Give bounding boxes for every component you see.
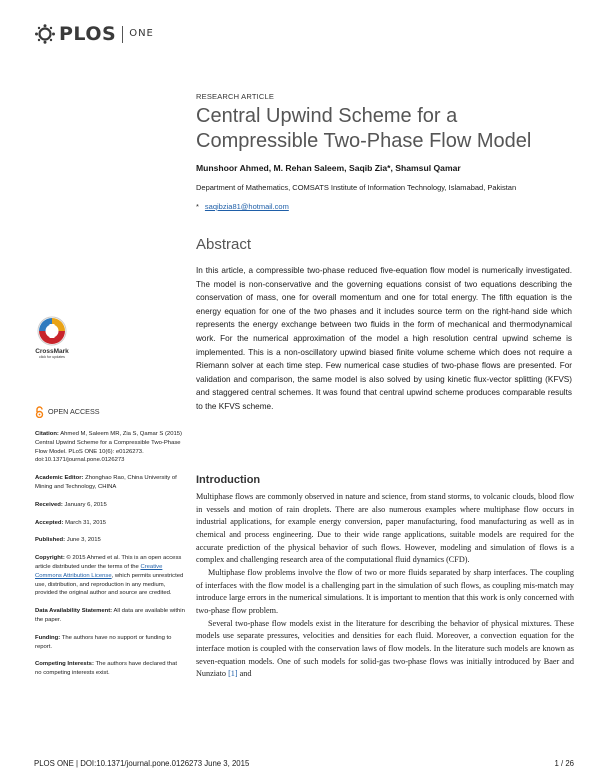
article-title: Central Upwind Scheme for a Compressible Two-Phase Flow Model (196, 105, 532, 152)
intro-paragraph-2: Multiphase flow problems involve the flow of two or more fluids separated by sharp interfaces. The coupling of interfaces with the flow model is a challenging part in the simulation of such flows, as coupling mis-match may introduce large errors in the numerical simulations. It is important to mention that this work is only concerned with two-phase flow problem. (196, 567, 574, 615)
competing-interests-block (35, 660, 185, 678)
open-lock-icon (35, 406, 44, 418)
logo-plos-text: PLOS (59, 23, 117, 45)
article-type: RESEARCH ARTICLE (196, 92, 275, 101)
email-link[interactable]: saqibzia81@hotmail.com (204, 202, 289, 211)
email-asterisk: * (196, 202, 199, 211)
intro-paragraph-3 (196, 618, 574, 681)
funding-label: Funding: (35, 634, 61, 641)
open-access-label: OPEN ACCESS (48, 406, 100, 416)
copyright-text-pre: © 2015 Ahmed et al. This is an open access article distributed under the terms of the (35, 555, 182, 570)
abstract-heading: Abstract (196, 236, 252, 253)
accepted-label: Accepted: (35, 519, 64, 526)
copyright-text-post: , which permits unrestricted use, distribution, and reproduction in any medium, provided the original author and source are credited. (35, 572, 184, 597)
published-date: June 3, 2015 (65, 537, 101, 544)
plos-one-logo[interactable] (34, 24, 154, 44)
citation-block (35, 430, 185, 465)
corresponding-email-row (196, 202, 289, 211)
accepted-date: March 31, 2015 (63, 519, 107, 526)
copyright-block (35, 554, 185, 598)
competing-interests-text: The authors have declared that no competing interests exist. (35, 661, 177, 677)
logo-separator (122, 26, 123, 43)
page-number: 1 / 26 (554, 759, 574, 768)
funding-text: The authors have no support or funding to report. (35, 634, 172, 650)
accepted-block (35, 519, 185, 528)
logo-one-text: ONE (129, 28, 154, 39)
crossmark-badge[interactable] (35, 316, 69, 359)
reference-link-1[interactable]: [1] (228, 669, 238, 679)
introduction-body (196, 491, 574, 681)
crossmark-subtext: click for updates (39, 355, 65, 359)
plos-dots-icon (34, 24, 56, 44)
academic-editor-block (35, 474, 185, 492)
abstract-text: In this article, a compressible two-phase reduced five-equation flow model is numerically investigated. The model is non-conservative and the governing equations consist of two equations describing the conservation of mass, one for overall momentum and one for total energy. The fifth equation is the energy equation for one of the two phases and it includes source term on the right-hand side which represents the energy exchange between two fluids in the form of mechanical and thermodynamical work. For the numerical approximation of the model a high resolution central upwind scheme is implemented. This is a non-oscillatory upwind biased finite volume scheme which does not require a Riemann solver at each time step. Few numerical case studies of two-phase flows are presented. For validation and comparison, the same model is also solved by using kinetic flux-vector splitting (KFVS) and staggered central schemes. It was found that central upwind scheme produces comparable results to the KFVS scheme. (196, 266, 572, 411)
data-availability-label: Data Availability Statement: (35, 608, 113, 615)
open-access-badge (35, 406, 185, 418)
received-block (35, 501, 185, 510)
article-info-sidebar (35, 406, 185, 687)
crossmark-icon (37, 316, 67, 346)
page-footer (34, 759, 574, 768)
intro-paragraph-3-tail: and (237, 669, 252, 679)
intro-paragraph-1: Multiphase flows are commonly observed in nature and science, from stand storms, to volcanic clouds, blood flow in vessels and motion of rain droplets. There are also numerous examples where multiphase flow occurs in industrial applications, for example energy conversion, paper manufacturing, food manufacturing as well as in chemical and process engineering. Due to their wide range applications, suitable models are required for the accurate prediction of the physical behavior of such flows. However, modeling and simulation of flows is a complex and challenging research area of the computational fluid dynamics (CFD). (196, 492, 574, 565)
data-availability-block (35, 607, 185, 625)
received-label: Received: (35, 501, 63, 508)
published-block (35, 536, 185, 545)
affiliation: Department of Mathematics, COMSATS Institute of Information Technology, Islamabad, Pakistan (196, 183, 517, 192)
data-availability-text: All data are available within the paper. (35, 608, 185, 623)
academic-editor-label: Academic Editor: (35, 475, 84, 482)
cc-license-link[interactable]: Creative Commons Attribution License (35, 563, 163, 579)
intro-paragraph-3-text: Several two-phase flow models exist in the literature for describing the behavior of physical mixtures. These models use separate pressures, velocities and densities for each fluid. Moreover, a convection equation for the interface motion is coupled with the conservation laws of flow models. In the literature such models are known as seven-equation models. One of such models for solid-gas two-phase flows was initially introduced by Baer and Nunziato (196, 618, 574, 679)
funding-block (35, 634, 185, 652)
citation-label: Citation: (35, 431, 59, 437)
footer-citation: PLOS ONE | DOI:10.1371/journal.pone.0126273 June 3, 2015 (34, 759, 250, 768)
published-label: Published: (35, 537, 66, 544)
crossmark-label: CrossMark (35, 348, 69, 355)
competing-interests-label: Competing Interests: (35, 661, 94, 668)
author-list: Munshoor Ahmed, M. Rehan Saleem, Saqib Zia*, Shamsul Qamar (196, 163, 461, 173)
citation-text: Ahmed M, Saleem MR, Zia S, Qamar S (2015) Central Upwind Scheme for a Compressible Two-Phase Flow Model. PLoS ONE 10(6): e0126273. doi:10.1371/journal.pone.0126273 (35, 431, 182, 464)
academic-editor-text: Zhonghao Rao, China University of Mining and Technology, CHINA (35, 475, 177, 490)
introduction-heading: Introduction (196, 474, 261, 486)
received-date: January 6, 2015 (62, 501, 107, 508)
copyright-label: Copyright: (35, 555, 65, 562)
